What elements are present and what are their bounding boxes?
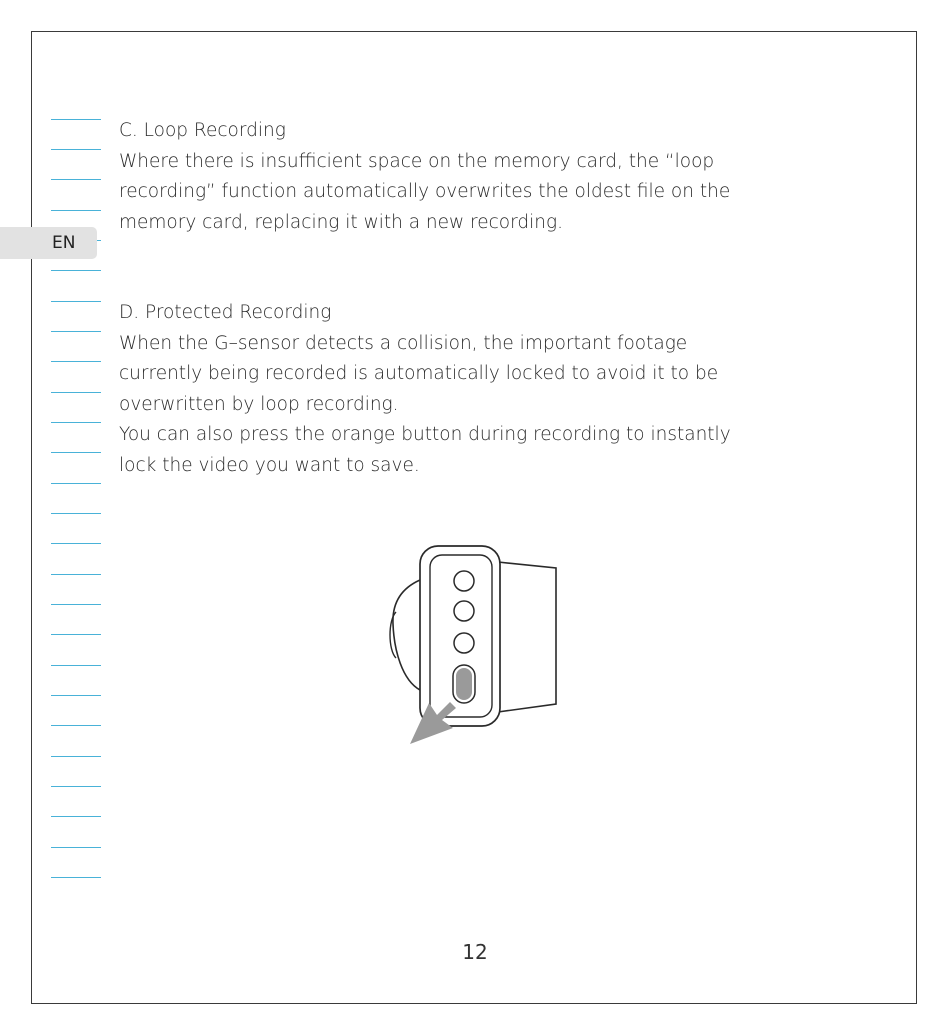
paragraph-line: Where there is insufficient space on the memory card, the “loop xyxy=(119,150,715,172)
paragraph-line: lock the video you want to save. xyxy=(119,454,420,476)
paragraph-line: overwritten by loop recording. xyxy=(119,393,399,415)
round-button-2 xyxy=(454,601,474,621)
round-button-3 xyxy=(454,633,474,653)
section-heading-protected-recording: D. Protected Recording xyxy=(119,302,332,323)
margin-line xyxy=(51,604,101,605)
margin-line xyxy=(51,301,101,302)
margin-line xyxy=(51,331,101,332)
margin-line xyxy=(51,422,101,423)
margin-line xyxy=(51,877,101,878)
paragraph-line: When the G–sensor detects a collision, the important footage xyxy=(119,332,688,354)
margin-line xyxy=(51,513,101,514)
language-tab xyxy=(0,227,97,259)
margin-line xyxy=(51,452,101,453)
margin-line xyxy=(51,119,101,120)
margin-line xyxy=(51,392,101,393)
margin-line xyxy=(51,149,101,150)
margin-line xyxy=(51,816,101,817)
margin-line xyxy=(51,634,101,635)
paragraph-line: You can also press the orange button during recording to instantly xyxy=(119,424,731,445)
section-loop-recording xyxy=(119,116,730,238)
margin-line xyxy=(51,210,101,211)
margin-line xyxy=(51,361,101,362)
margin-line xyxy=(51,270,101,271)
section-heading-loop-recording: C. Loop Recording xyxy=(119,120,286,141)
section-protected-recording xyxy=(119,298,731,481)
margin-line xyxy=(51,574,101,575)
margin-line xyxy=(51,725,101,726)
round-button-1 xyxy=(454,571,474,591)
dashcam-illustration xyxy=(380,540,570,754)
margin-line xyxy=(51,543,101,544)
margin-line xyxy=(51,483,101,484)
margin-line xyxy=(51,665,101,666)
paragraph-line: recording” function automatically overwrites the oldest file on the xyxy=(119,181,731,202)
paragraph-line: currently being recorded is automatically locked to avoid it to be xyxy=(119,363,719,384)
margin-line xyxy=(51,786,101,787)
lock-button xyxy=(456,668,472,700)
page-number: 12 xyxy=(462,940,488,964)
margin-line xyxy=(51,756,101,757)
margin-line xyxy=(51,695,101,696)
margin-line xyxy=(51,179,101,180)
dashcam-lock-button-icon xyxy=(380,540,570,750)
language-tab-label: EN xyxy=(52,233,76,253)
paragraph-line: memory card, replacing it with a new recording. xyxy=(119,211,563,233)
margin-line xyxy=(51,847,101,848)
